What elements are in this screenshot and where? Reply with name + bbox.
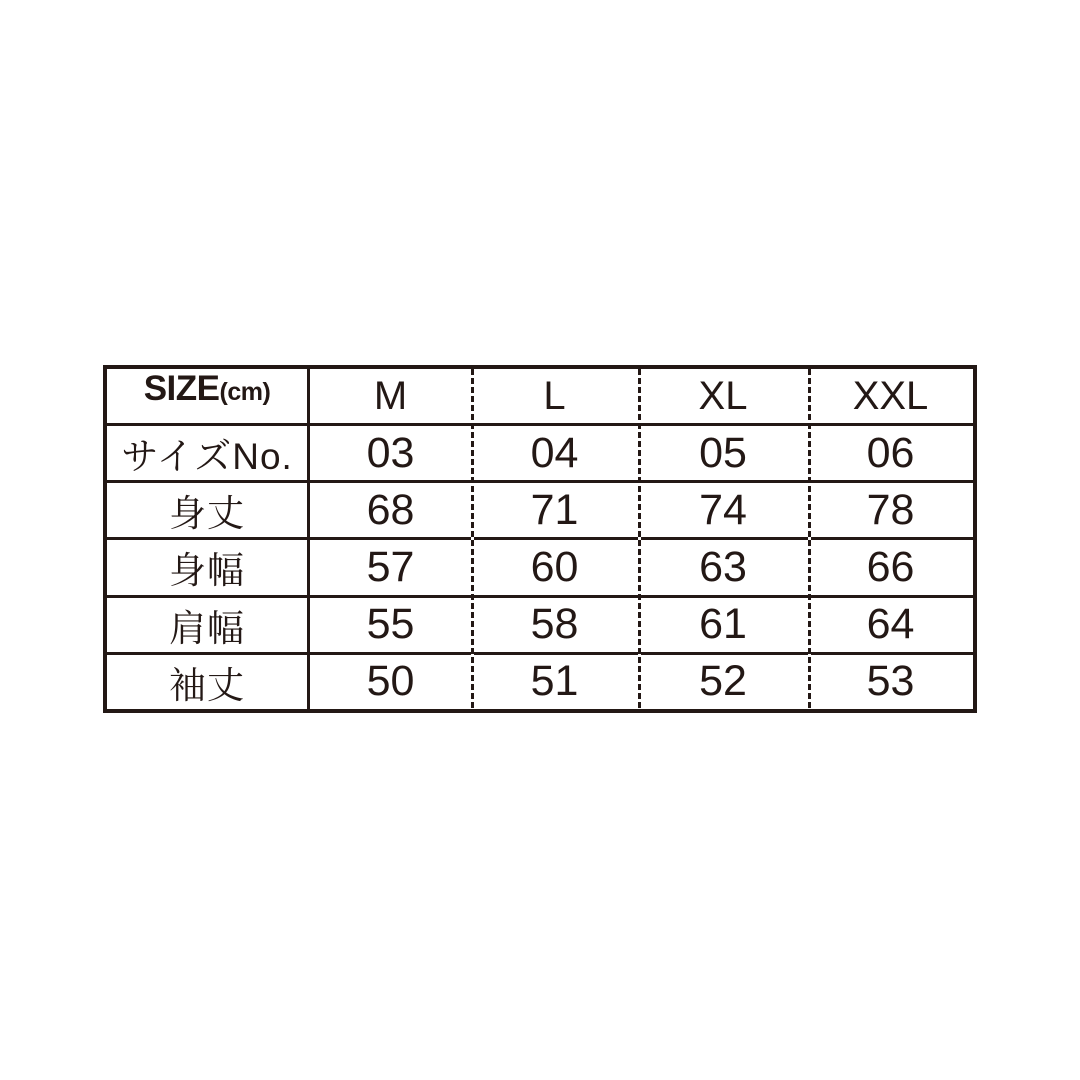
cell-sleeve-length-xxl: 53 [808,652,973,709]
cell-shoulder-width-xl: 61 [638,595,808,652]
cell-body-length-xxl: 78 [808,480,973,537]
cell-body-length-l: 71 [471,480,638,537]
cell-shoulder-width-m: 55 [307,595,471,652]
col-header-m: M [307,369,471,423]
cell-size-no-xxl: 06 [808,423,973,480]
col-header-xxl: XXL [852,373,929,418]
cell-body-width-m: 57 [307,537,471,594]
cell-size-no-xl: 05 [638,423,808,480]
cell-sleeve-length-l: 51 [471,652,638,709]
row-label-sleeve-length: 袖丈 [107,652,307,709]
cell-body-width-xl: 63 [638,537,808,594]
cell-shoulder-width-l: 58 [471,595,638,652]
col-header-l: L [543,373,566,418]
size-header-label: SIZE [143,369,220,408]
size-chart-table [103,365,977,713]
row-label-body-length: 身丈 [107,480,307,537]
cell-sleeve-length-m: 50 [307,652,471,709]
cell-shoulder-width-xxl: 64 [808,595,973,652]
row-label-body-width: 身幅 [107,537,307,594]
col-header-xl: XL [698,373,748,418]
cell-body-length-xl: 74 [638,480,808,537]
size-header-cell [107,369,307,423]
row-label-shoulder-width: 肩幅 [107,595,307,652]
cell-size-no-l: 04 [471,423,638,480]
cell-body-width-l: 60 [471,537,638,594]
cell-body-width-xxl: 66 [808,537,973,594]
row-label-size-no: サイズNo. [107,423,307,480]
cell-size-no-m: 03 [307,423,471,480]
cell-body-length-m: 68 [307,480,471,537]
size-header-unit: (cm) [219,378,271,406]
cell-sleeve-length-xl: 52 [638,652,808,709]
